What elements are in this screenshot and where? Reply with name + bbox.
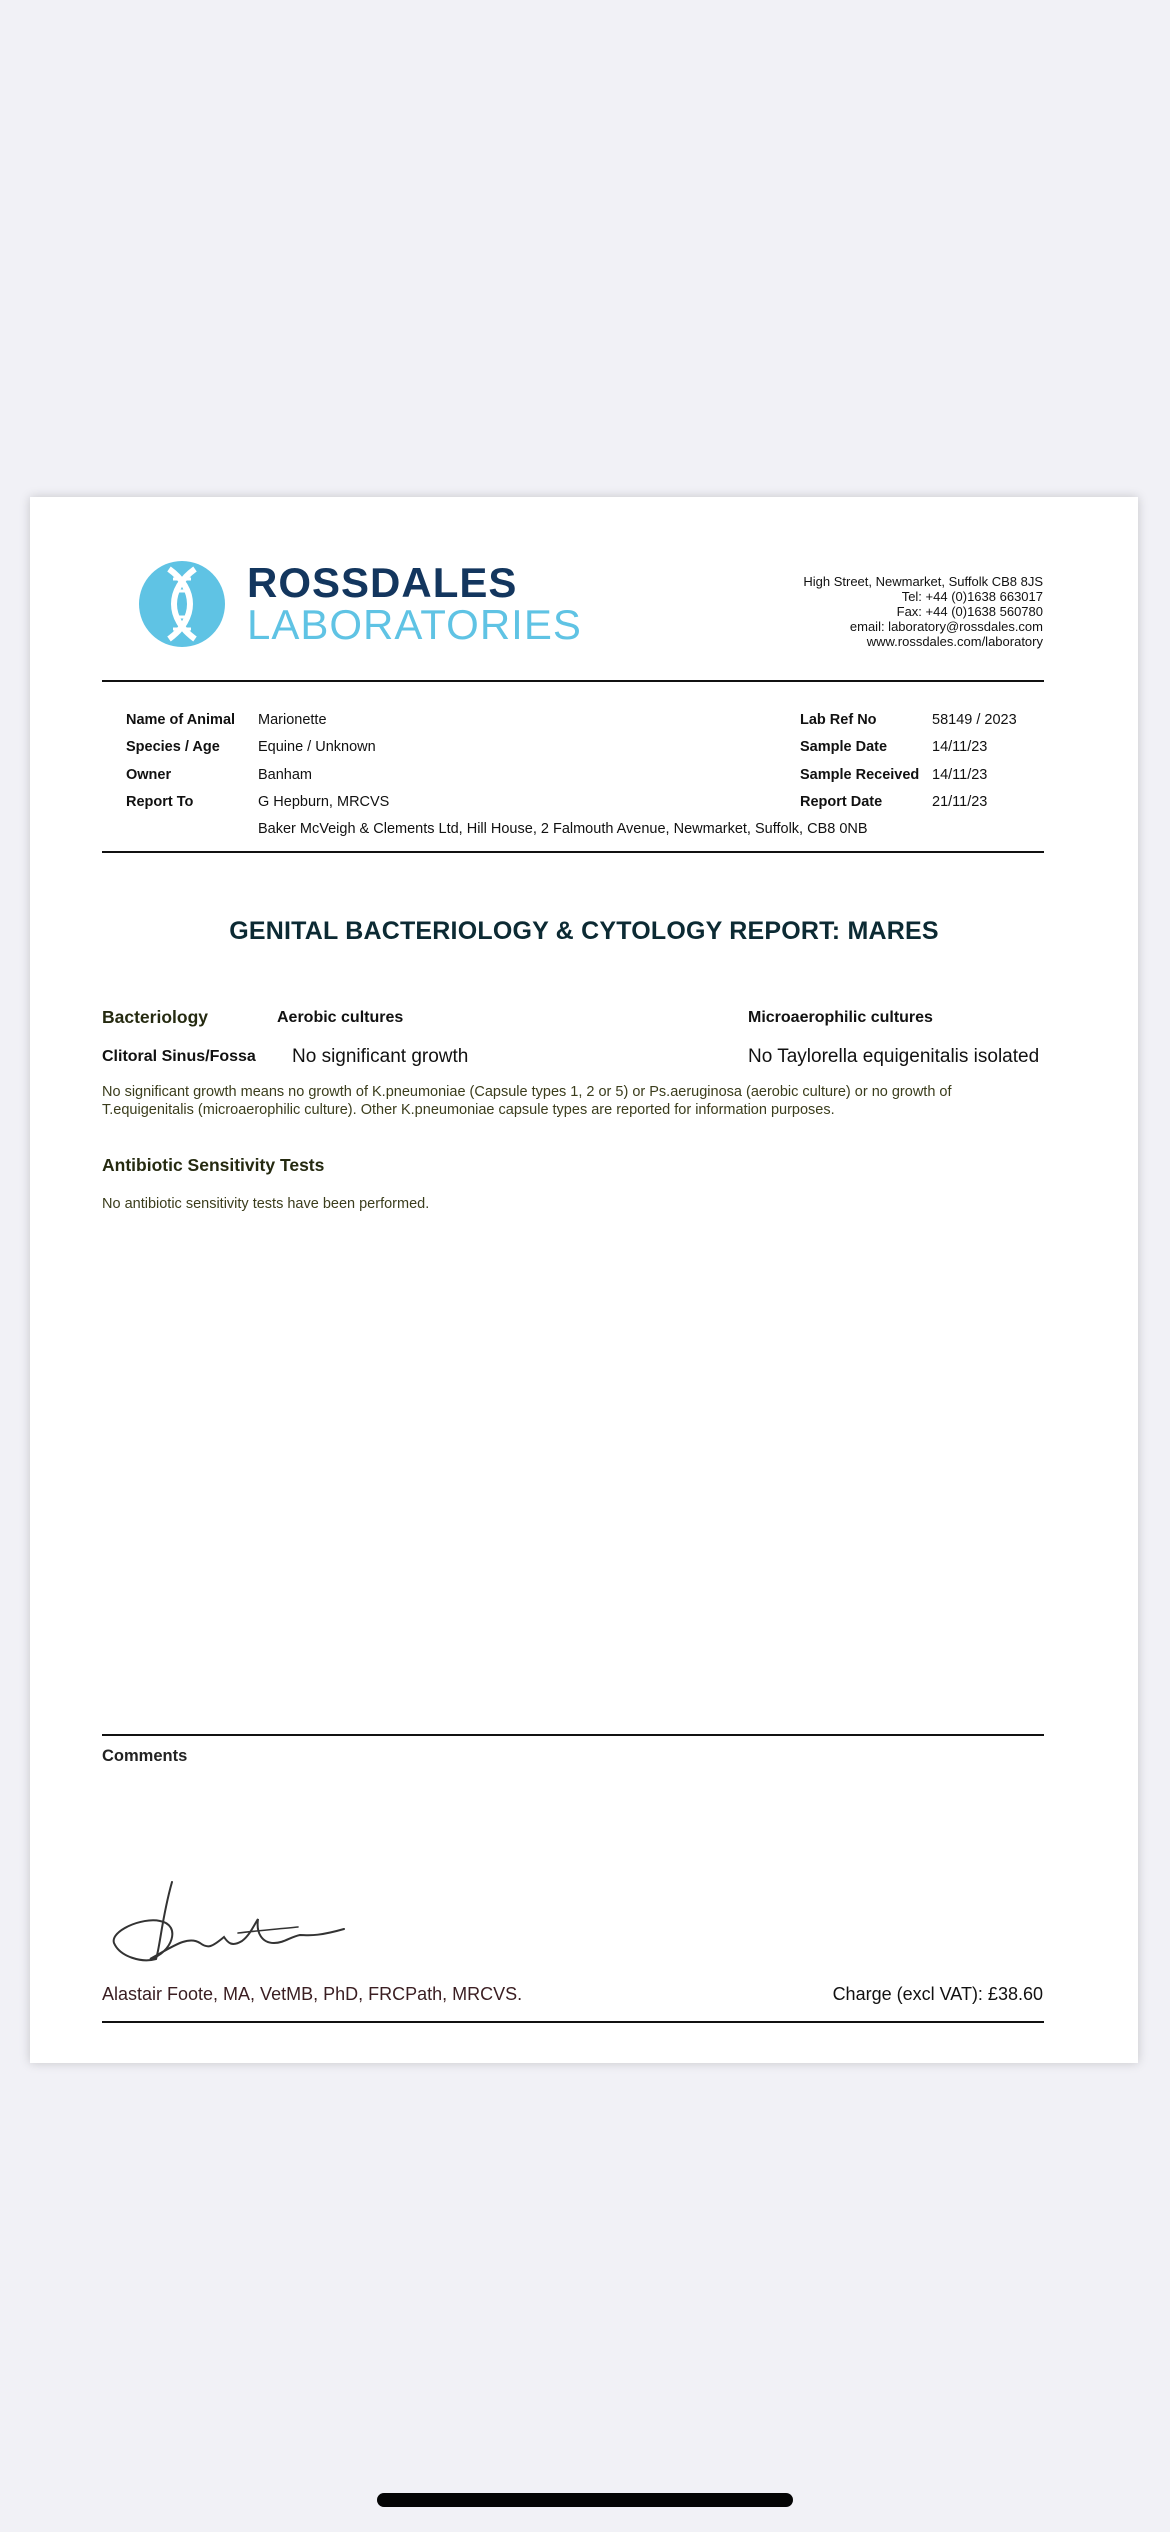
details-divider	[102, 851, 1044, 853]
lab-logo	[139, 561, 599, 651]
phone-line: Tel: +44 (0)1638 663017	[901, 589, 1043, 604]
microaerophilic-result: No Taylorella equigenitalis isolated	[748, 1046, 1040, 1067]
fax-line: Fax: +44 (0)1638 560780	[896, 604, 1043, 619]
sample-received-label: Sample Received	[800, 767, 920, 783]
charge-amount: Charge (excl VAT): £38.60	[832, 1984, 1043, 2004]
species-age-label: Species / Age	[126, 739, 220, 755]
species-age-value: Equine / Unknown	[258, 739, 376, 755]
report-to-address: Baker McVeigh & Clements Ltd, Hill House, 2 Falmouth Avenue, Newmarket, Suffolk, CB8 0NB	[258, 821, 868, 837]
bacteriology-note: No significant growth means no growth of K.pneumoniae (Capsule types 1, 2 or 5) or Ps.aeruginosa (aerobic culture) or no growth of T.equigenitalis (microaerophilic culture). Other K.pneumoniae capsule types are reported for information purposes.	[102, 1084, 952, 1118]
signer-name: Alastair Foote, MA, VetMB, PhD, FRCPath, MRCVS.	[102, 1984, 523, 2004]
lab-ref-label: Lab Ref No	[800, 712, 877, 728]
owner-label: Owner	[126, 767, 172, 783]
sample-date-label: Sample Date	[800, 739, 888, 755]
signature-image	[102, 1877, 362, 1972]
name-of-animal-value: Marionette	[258, 712, 327, 728]
report-to-label: Report To	[126, 794, 194, 810]
website-line: www.rossdales.com/laboratory	[866, 634, 1043, 649]
name-of-animal-label: Name of Animal	[126, 712, 236, 728]
comments-divider	[102, 1734, 1044, 1736]
antibiotic-heading: Antibiotic Sensitivity Tests	[102, 1155, 325, 1175]
dna-helix-icon	[139, 561, 225, 647]
microaerophilic-cultures-heading: Microaerophilic cultures	[748, 1009, 933, 1026]
antibiotic-text: No antibiotic sensitivity tests have been performed.	[102, 1196, 430, 1212]
bacteriology-heading: Bacteriology	[102, 1007, 208, 1027]
header-divider	[102, 680, 1044, 682]
comments-heading: Comments	[102, 1747, 188, 1765]
footer-divider	[102, 2021, 1044, 2023]
sample-received-value: 14/11/23	[932, 767, 988, 783]
lab-name-line1: ROSSDALES	[247, 559, 518, 606]
aerobic-result: No significant growth	[292, 1046, 469, 1067]
owner-value: Banham	[258, 767, 313, 783]
report-title: GENITAL BACTERIOLOGY & CYTOLOGY REPORT: MARES	[229, 917, 939, 945]
lab-ref-value: 58149 / 2023	[932, 712, 1017, 728]
lab-name-line2: LABORATORIES	[247, 601, 582, 648]
lab-address	[803, 574, 1043, 649]
aerobic-cultures-heading: Aerobic cultures	[277, 1009, 404, 1026]
report-date-label: Report Date	[800, 794, 883, 810]
address-line: High Street, Newmarket, Suffolk CB8 8JS	[803, 574, 1043, 589]
sample-site: Clitoral Sinus/Fossa	[102, 1048, 256, 1065]
report-page	[30, 497, 1138, 2063]
sample-date-value: 14/11/23	[932, 739, 988, 755]
home-indicator[interactable]	[377, 2493, 793, 2507]
report-date-value: 21/11/23	[932, 794, 988, 810]
report-to-value: G Hepburn, MRCVS	[258, 794, 390, 810]
email-line: email: laboratory@rossdales.com	[849, 619, 1043, 634]
